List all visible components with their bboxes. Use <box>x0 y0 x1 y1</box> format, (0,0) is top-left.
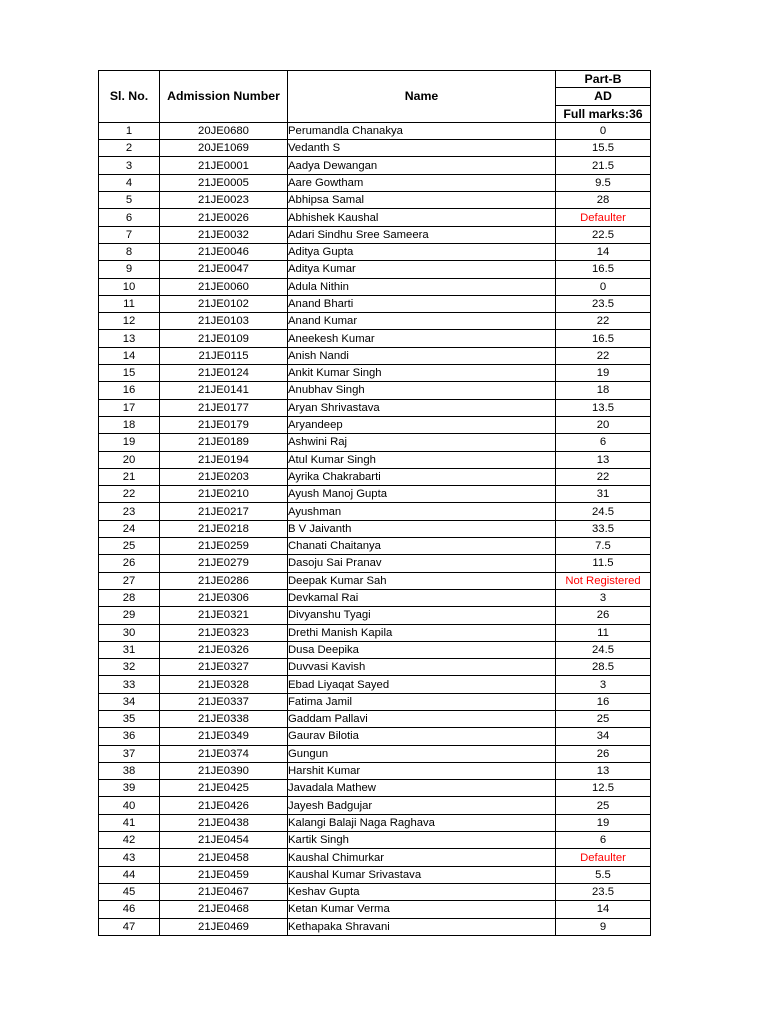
cell-sl-no: 3 <box>99 157 160 174</box>
cell-marks: 26 <box>556 745 651 762</box>
cell-marks: 3 <box>556 676 651 693</box>
cell-sl-no: 16 <box>99 382 160 399</box>
cell-sl-no: 34 <box>99 693 160 710</box>
cell-admission-number: 21JE0177 <box>160 399 288 416</box>
cell-name: Aditya Kumar <box>288 261 556 278</box>
table-row <box>99 226 651 243</box>
cell-sl-no: 23 <box>99 503 160 520</box>
table-row <box>99 693 651 710</box>
table-row <box>99 728 651 745</box>
cell-admission-number: 21JE0001 <box>160 157 288 174</box>
cell-admission-number: 21JE0032 <box>160 226 288 243</box>
cell-admission-number: 21JE0337 <box>160 693 288 710</box>
table-row <box>99 140 651 157</box>
table-row <box>99 330 651 347</box>
cell-admission-number: 20JE0680 <box>160 122 288 139</box>
cell-sl-no: 7 <box>99 226 160 243</box>
cell-marks: 28 <box>556 192 651 209</box>
cell-name: Aryandeep <box>288 416 556 433</box>
table-row <box>99 918 651 935</box>
cell-sl-no: 24 <box>99 520 160 537</box>
table-row <box>99 814 651 831</box>
cell-name: Aditya Gupta <box>288 243 556 260</box>
cell-sl-no: 28 <box>99 589 160 606</box>
cell-sl-no: 35 <box>99 710 160 727</box>
cell-admission-number: 21JE0217 <box>160 503 288 520</box>
cell-name: Devkamal Rai <box>288 589 556 606</box>
table-row <box>99 589 651 606</box>
cell-admission-number: 21JE0279 <box>160 555 288 572</box>
cell-marks: 7.5 <box>556 538 651 555</box>
cell-admission-number: 21JE0060 <box>160 278 288 295</box>
cell-sl-no: 20 <box>99 451 160 468</box>
table-row <box>99 745 651 762</box>
cell-name: Javadala Mathew <box>288 780 556 797</box>
table-row <box>99 157 651 174</box>
cell-marks: 9.5 <box>556 174 651 191</box>
cell-marks: 18 <box>556 382 651 399</box>
cell-name: Kalangi Balaji Naga Raghava <box>288 814 556 831</box>
cell-marks: 14 <box>556 901 651 918</box>
table-row <box>99 659 651 676</box>
cell-admission-number: 21JE0115 <box>160 347 288 364</box>
cell-admission-number: 21JE0023 <box>160 192 288 209</box>
cell-marks: Defaulter <box>556 209 651 226</box>
cell-admission-number: 21JE0102 <box>160 295 288 312</box>
cell-admission-number: 21JE0203 <box>160 468 288 485</box>
cell-name: Aneekesh Kumar <box>288 330 556 347</box>
cell-marks: 33.5 <box>556 520 651 537</box>
cell-name: Aryan Shrivastava <box>288 399 556 416</box>
table-row <box>99 710 651 727</box>
cell-marks: 13 <box>556 762 651 779</box>
cell-name: Ankit Kumar Singh <box>288 365 556 382</box>
cell-marks: 34 <box>556 728 651 745</box>
table-row <box>99 295 651 312</box>
cell-admission-number: 21JE0109 <box>160 330 288 347</box>
cell-admission-number: 21JE0390 <box>160 762 288 779</box>
cell-admission-number: 21JE0194 <box>160 451 288 468</box>
table-row <box>99 209 651 226</box>
cell-sl-no: 19 <box>99 434 160 451</box>
table-row <box>99 347 651 364</box>
cell-sl-no: 36 <box>99 728 160 745</box>
cell-marks: 25 <box>556 797 651 814</box>
cell-marks: 26 <box>556 607 651 624</box>
cell-sl-no: 21 <box>99 468 160 485</box>
cell-admission-number: 21JE0306 <box>160 589 288 606</box>
table-row <box>99 382 651 399</box>
cell-marks: 6 <box>556 832 651 849</box>
cell-name: Perumandla Chanakya <box>288 122 556 139</box>
cell-admission-number: 21JE0005 <box>160 174 288 191</box>
cell-admission-number: 21JE0179 <box>160 416 288 433</box>
cell-sl-no: 5 <box>99 192 160 209</box>
cell-sl-no: 40 <box>99 797 160 814</box>
cell-name: Divyanshu Tyagi <box>288 607 556 624</box>
cell-name: Kethapaka Shravani <box>288 918 556 935</box>
table-row <box>99 797 651 814</box>
cell-name: Kaushal Chimurkar <box>288 849 556 866</box>
cell-admission-number: 21JE0467 <box>160 883 288 900</box>
cell-marks: 22 <box>556 468 651 485</box>
cell-sl-no: 4 <box>99 174 160 191</box>
cell-marks: 9 <box>556 918 651 935</box>
cell-name: Deepak Kumar Sah <box>288 572 556 589</box>
cell-name: Ayush Manoj Gupta <box>288 486 556 503</box>
cell-marks: 13.5 <box>556 399 651 416</box>
cell-admission-number: 21JE0458 <box>160 849 288 866</box>
cell-marks: 22.5 <box>556 226 651 243</box>
cell-admission-number: 21JE0189 <box>160 434 288 451</box>
cell-marks: 31 <box>556 486 651 503</box>
cell-name: Anubhav Singh <box>288 382 556 399</box>
table-row <box>99 313 651 330</box>
table-row <box>99 261 651 278</box>
cell-marks: 22 <box>556 347 651 364</box>
cell-admission-number: 21JE0469 <box>160 918 288 935</box>
cell-name: Ketan Kumar Verma <box>288 901 556 918</box>
cell-name: Anish Nandi <box>288 347 556 364</box>
cell-sl-no: 17 <box>99 399 160 416</box>
cell-admission-number: 21JE0286 <box>160 572 288 589</box>
table-row <box>99 434 651 451</box>
cell-sl-no: 1 <box>99 122 160 139</box>
table-row <box>99 192 651 209</box>
cell-sl-no: 25 <box>99 538 160 555</box>
cell-sl-no: 12 <box>99 313 160 330</box>
table-row <box>99 243 651 260</box>
cell-name: Gungun <box>288 745 556 762</box>
table-row <box>99 278 651 295</box>
cell-name: Anand Kumar <box>288 313 556 330</box>
cell-admission-number: 20JE1069 <box>160 140 288 157</box>
cell-name: Chanati Chaitanya <box>288 538 556 555</box>
header-sl-no: Sl. No. <box>99 71 160 123</box>
cell-admission-number: 21JE0426 <box>160 797 288 814</box>
table-row <box>99 538 651 555</box>
cell-admission-number: 21JE0459 <box>160 866 288 883</box>
cell-admission-number: 21JE0321 <box>160 607 288 624</box>
cell-name: Ayushman <box>288 503 556 520</box>
cell-admission-number: 21JE0210 <box>160 486 288 503</box>
table-row <box>99 849 651 866</box>
cell-marks: 5.5 <box>556 866 651 883</box>
cell-sl-no: 10 <box>99 278 160 295</box>
table-row <box>99 624 651 641</box>
cell-sl-no: 13 <box>99 330 160 347</box>
cell-name: Duvvasi Kavish <box>288 659 556 676</box>
cell-marks: 22 <box>556 313 651 330</box>
cell-marks: 14 <box>556 243 651 260</box>
header-part: Part-B <box>556 71 651 88</box>
cell-admission-number: 21JE0328 <box>160 676 288 693</box>
table-row <box>99 676 651 693</box>
header-full-marks: Full marks:36 <box>556 105 651 122</box>
table-row <box>99 174 651 191</box>
cell-sl-no: 47 <box>99 918 160 935</box>
cell-sl-no: 41 <box>99 814 160 831</box>
cell-admission-number: 21JE0103 <box>160 313 288 330</box>
cell-marks: 19 <box>556 365 651 382</box>
cell-marks: 11 <box>556 624 651 641</box>
cell-name: Abhipsa Samal <box>288 192 556 209</box>
cell-admission-number: 21JE0047 <box>160 261 288 278</box>
cell-marks: Defaulter <box>556 849 651 866</box>
cell-marks: 16.5 <box>556 261 651 278</box>
cell-marks: 28.5 <box>556 659 651 676</box>
cell-name: Dasoju Sai Pranav <box>288 555 556 572</box>
table-header <box>99 71 651 123</box>
cell-admission-number: 21JE0124 <box>160 365 288 382</box>
cell-marks: 23.5 <box>556 295 651 312</box>
cell-sl-no: 38 <box>99 762 160 779</box>
cell-marks: 15.5 <box>556 140 651 157</box>
cell-admission-number: 21JE0374 <box>160 745 288 762</box>
cell-name: Aare Gowtham <box>288 174 556 191</box>
table-row <box>99 901 651 918</box>
cell-marks: 19 <box>556 814 651 831</box>
cell-sl-no: 33 <box>99 676 160 693</box>
cell-name: Fatima Jamil <box>288 693 556 710</box>
header-section: AD <box>556 88 651 105</box>
cell-name: Gaddam Pallavi <box>288 710 556 727</box>
cell-marks: 0 <box>556 122 651 139</box>
cell-marks: 24.5 <box>556 503 651 520</box>
cell-sl-no: 27 <box>99 572 160 589</box>
marks-table <box>98 70 651 936</box>
cell-sl-no: 44 <box>99 866 160 883</box>
cell-admission-number: 21JE0454 <box>160 832 288 849</box>
cell-admission-number: 21JE0438 <box>160 814 288 831</box>
cell-marks: 23.5 <box>556 883 651 900</box>
cell-marks: 6 <box>556 434 651 451</box>
cell-marks: Not Registered <box>556 572 651 589</box>
cell-marks: 20 <box>556 416 651 433</box>
cell-name: Ashwini Raj <box>288 434 556 451</box>
cell-marks: 21.5 <box>556 157 651 174</box>
cell-name: Abhishek Kaushal <box>288 209 556 226</box>
cell-name: B V Jaivanth <box>288 520 556 537</box>
cell-sl-no: 9 <box>99 261 160 278</box>
cell-sl-no: 11 <box>99 295 160 312</box>
cell-sl-no: 29 <box>99 607 160 624</box>
cell-admission-number: 21JE0425 <box>160 780 288 797</box>
table-row <box>99 503 651 520</box>
cell-sl-no: 42 <box>99 832 160 849</box>
table-row <box>99 416 651 433</box>
cell-sl-no: 6 <box>99 209 160 226</box>
cell-name: Atul Kumar Singh <box>288 451 556 468</box>
cell-marks: 13 <box>556 451 651 468</box>
table-row <box>99 832 651 849</box>
cell-admission-number: 21JE0323 <box>160 624 288 641</box>
cell-name: Jayesh Badgujar <box>288 797 556 814</box>
cell-name: Harshit Kumar <box>288 762 556 779</box>
cell-name: Vedanth S <box>288 140 556 157</box>
cell-admission-number: 21JE0046 <box>160 243 288 260</box>
cell-admission-number: 21JE0026 <box>160 209 288 226</box>
table-row <box>99 641 651 658</box>
cell-marks: 16 <box>556 693 651 710</box>
table-row <box>99 762 651 779</box>
table-row <box>99 399 651 416</box>
table-row <box>99 365 651 382</box>
table-body <box>99 122 651 935</box>
cell-name: Ebad Liyaqat Sayed <box>288 676 556 693</box>
cell-sl-no: 15 <box>99 365 160 382</box>
cell-name: Drethi Manish Kapila <box>288 624 556 641</box>
cell-sl-no: 18 <box>99 416 160 433</box>
cell-sl-no: 22 <box>99 486 160 503</box>
table-row <box>99 572 651 589</box>
cell-admission-number: 21JE0259 <box>160 538 288 555</box>
cell-admission-number: 21JE0468 <box>160 901 288 918</box>
table-row <box>99 555 651 572</box>
cell-sl-no: 46 <box>99 901 160 918</box>
cell-admission-number: 21JE0349 <box>160 728 288 745</box>
cell-marks: 24.5 <box>556 641 651 658</box>
table-row <box>99 122 651 139</box>
cell-name: Keshav Gupta <box>288 883 556 900</box>
cell-name: Dusa Deepika <box>288 641 556 658</box>
cell-sl-no: 32 <box>99 659 160 676</box>
header-admission-number: Admission Number <box>160 71 288 123</box>
table-row <box>99 520 651 537</box>
cell-marks: 12.5 <box>556 780 651 797</box>
cell-marks: 16.5 <box>556 330 651 347</box>
cell-name: Gaurav Bilotia <box>288 728 556 745</box>
cell-admission-number: 21JE0327 <box>160 659 288 676</box>
cell-name: Ayrika Chakrabarti <box>288 468 556 485</box>
cell-marks: 25 <box>556 710 651 727</box>
cell-marks: 0 <box>556 278 651 295</box>
cell-sl-no: 31 <box>99 641 160 658</box>
table-row <box>99 486 651 503</box>
table-row <box>99 883 651 900</box>
cell-name: Adula Nithin <box>288 278 556 295</box>
cell-admission-number: 21JE0141 <box>160 382 288 399</box>
cell-name: Kartik Singh <box>288 832 556 849</box>
cell-name: Kaushal Kumar Srivastava <box>288 866 556 883</box>
cell-sl-no: 2 <box>99 140 160 157</box>
cell-name: Anand Bharti <box>288 295 556 312</box>
cell-name: Aadya Dewangan <box>288 157 556 174</box>
table-row <box>99 866 651 883</box>
table-row <box>99 468 651 485</box>
cell-sl-no: 43 <box>99 849 160 866</box>
cell-sl-no: 8 <box>99 243 160 260</box>
cell-sl-no: 45 <box>99 883 160 900</box>
cell-admission-number: 21JE0338 <box>160 710 288 727</box>
table-row <box>99 451 651 468</box>
cell-sl-no: 37 <box>99 745 160 762</box>
cell-sl-no: 30 <box>99 624 160 641</box>
cell-admission-number: 21JE0326 <box>160 641 288 658</box>
cell-marks: 3 <box>556 589 651 606</box>
cell-marks: 11.5 <box>556 555 651 572</box>
cell-sl-no: 14 <box>99 347 160 364</box>
table-row <box>99 607 651 624</box>
cell-sl-no: 26 <box>99 555 160 572</box>
table-row <box>99 780 651 797</box>
header-name: Name <box>288 71 556 123</box>
cell-sl-no: 39 <box>99 780 160 797</box>
cell-name: Adari Sindhu Sree Sameera <box>288 226 556 243</box>
cell-admission-number: 21JE0218 <box>160 520 288 537</box>
